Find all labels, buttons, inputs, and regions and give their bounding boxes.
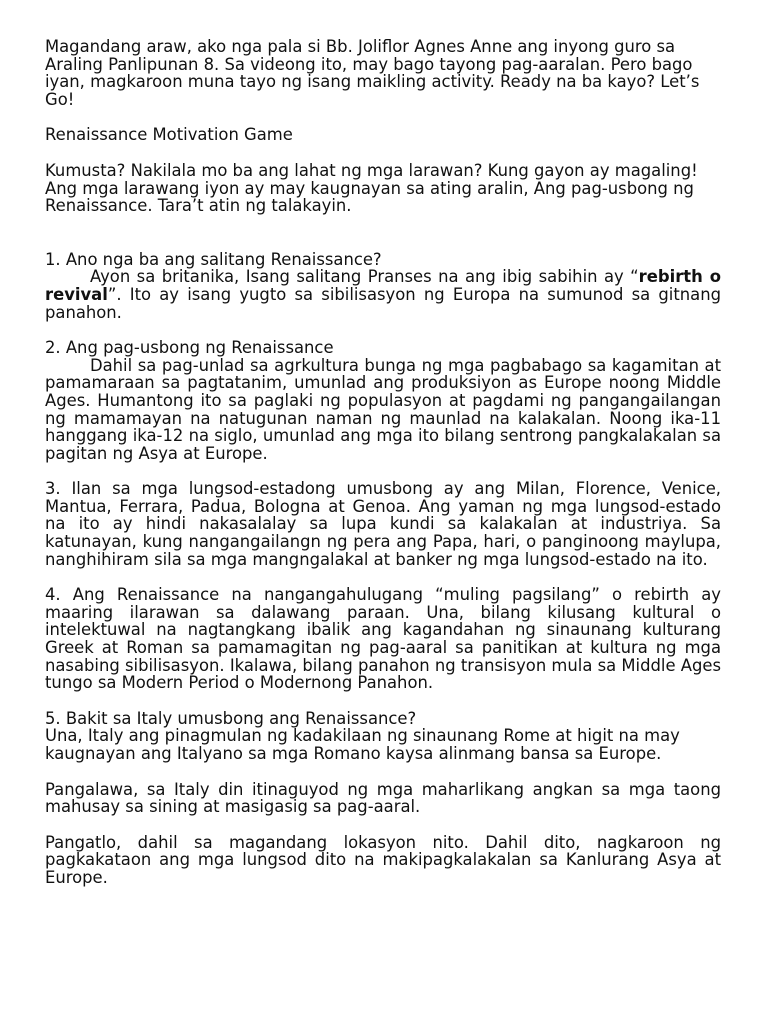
spacer	[45, 763, 721, 781]
spacer	[45, 816, 721, 834]
section1-body-post: ”. Ito ay isang yugto sa sibilisasyon ng Europa na sumunod sa gitnang panahon.	[45, 284, 721, 322]
section5-reason1: Una, Italy ang pinagmulan ng kadakilaan ng sinaunang Rome at higit na may kaugnayan ang Italyano sa mga Romano kaysa alinmang bansa sa Europe.	[45, 726, 680, 763]
section3-body: 3. Ilan sa mga lungsod-estadong umusbong ay ang Milan, Florence, Venice, Mantua, Ferrara, Padua, Bologna at Genoa. Ang yaman ng mga lungsod-estado na ito ay hindi nakasalalay sa lupa kundi sa kalakalan at industriya. Sa katunayan, kung nangangailangn ng pera ang Papa, hari, o panginoong maylupa, nanghihiram sila sa mga mangngalakal at banker ng mga lungsod-estado na ito.	[45, 479, 721, 569]
intro-paragraph: Magandang araw, ako nga pala si Bb. Joliflor Agnes Anne ang inyong guro sa Araling Panlipunan 8. Sa videong ito, may bago tayong pag-aaralan. Pero bago iyan, magkaroon muna tayo ng isang maikling activity. Ready na ba kayo? Let’s Go!	[45, 37, 700, 109]
game-title: Renaissance Motivation Game	[45, 125, 293, 145]
spacer	[45, 215, 721, 251]
section4-body: 4. Ang Renaissance na nangangahulugang “muling pagsilang” o rebirth ay maaring ilarawan sa dalawang paraan. Una, bilang kilusang kultural o intelektuwal na nagtangkang ibalik ang kagandahan ng sinaunang kulturang Greek at Roman sa pamamagitan ng pag-aaral sa panitikan at kultura ng mga nasabing sibilisasyon. Ikalawa, bilang panahon ng transisyon mula sa Middle Ages tungo sa Modern Period o Modernong Panahon.	[45, 585, 721, 693]
section5-heading: 5. Bakit sa Italy umusbong ang Renaissance?	[45, 708, 417, 728]
section1-heading: 1. Ano nga ba ang salitang Renaissance?	[45, 249, 382, 269]
spacer	[45, 692, 721, 710]
spacer	[45, 568, 721, 586]
spacer	[45, 144, 721, 162]
spacer	[45, 108, 721, 126]
section5-reason3: Pangatlo, dahil sa magandang lokasyon nito. Dahil dito, nagkaroon ng pagkakataon ang mga lungsod dito na makipagkalakalan sa Kanlurang Asya at Europe.	[45, 832, 721, 887]
spacer	[45, 321, 721, 339]
section2-heading: 2. Ang pag-usbong ng Renaissance	[45, 338, 334, 358]
motivation-paragraph: Kumusta? Nakilala mo ba ang lahat ng mga larawan? Kung gayon ay magaling! Ang mga larawang iyon ay may kaugnayan sa ating aralin, Ang pag-usbong ng Renaissance. Tara’t atin ng talakayin.	[45, 160, 698, 216]
section2-body: Dahil sa pag-unlad sa agrkultura bunga ng mga pagbabago sa kagamitan at pamamaraan sa pagtatanim, umunlad ang produksiyon as Europe noong Middle Ages. Humantong ito sa paglaki ng populasyon at pagdami ng pangangailangan ng mamamayan na natugunan naman ng maunlad na kalakalan. Noong ika-11 hanggang ika-12 na siglo, umunlad ang mga ito bilang sentrong pangkalakalan sa pagitan ng Asya at Europe.	[45, 355, 721, 463]
section5-reason2: Pangalawa, sa Italy din itinaguyod ng mga maharlikang angkan sa mga taong mahusay sa sining at masigasig sa pag-aaral.	[45, 779, 721, 817]
section1-body	[45, 268, 721, 321]
section1-body-pre: Ayon sa britanika, Isang salitang Pranses na ang ibig sabihin ay “	[90, 267, 639, 287]
spacer	[45, 462, 721, 480]
section1-body-bold: rebirth o revival	[45, 267, 721, 304]
